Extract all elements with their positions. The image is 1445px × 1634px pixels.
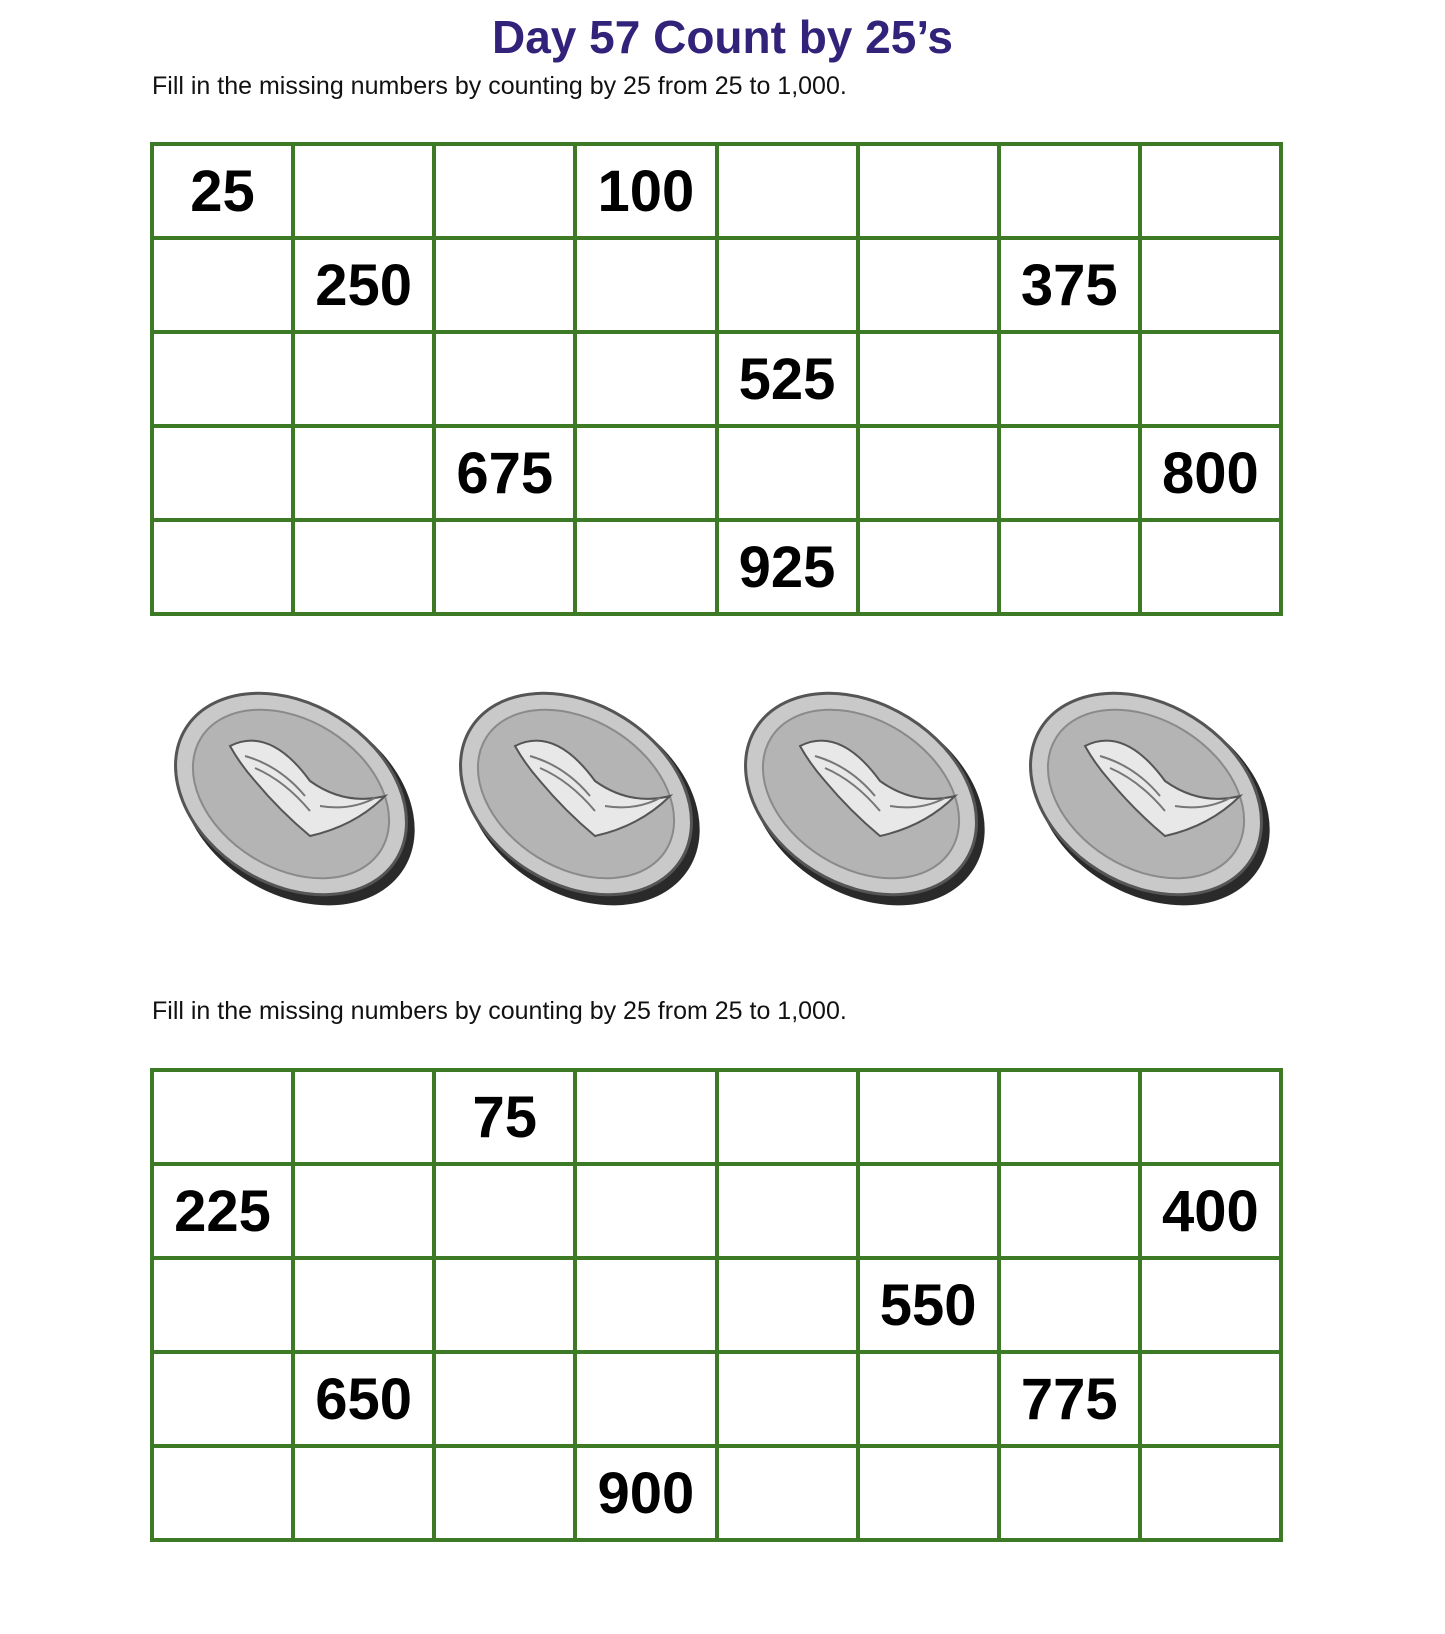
grid-row xyxy=(152,1352,1281,1446)
grid-cell-blank[interactable] xyxy=(575,1352,716,1446)
coin-row xyxy=(160,686,1285,916)
grid-cell-number: 375 xyxy=(999,238,1140,332)
grid-cell-blank[interactable] xyxy=(858,1446,999,1540)
grid-cell-blank[interactable] xyxy=(858,238,999,332)
grid-cell-number: 650 xyxy=(293,1352,434,1446)
grid-cell-blank[interactable] xyxy=(293,332,434,426)
grid-cell-blank[interactable] xyxy=(152,520,293,614)
grid-row xyxy=(152,1446,1281,1540)
grid-cell-blank[interactable] xyxy=(717,1070,858,1164)
grid-cell-blank[interactable] xyxy=(717,1164,858,1258)
grid-row xyxy=(152,1258,1281,1352)
grid-cell-blank[interactable] xyxy=(575,426,716,520)
quarter-coin-icon xyxy=(1015,686,1285,916)
instruction-text-2: Fill in the missing numbers by counting by 25 from 25 to 1,000. xyxy=(152,997,847,1025)
grid-cell-blank[interactable] xyxy=(434,332,575,426)
grid-cell-blank[interactable] xyxy=(575,332,716,426)
grid-cell-blank[interactable] xyxy=(858,520,999,614)
grid-cell-blank[interactable] xyxy=(858,1352,999,1446)
grid-cell-number: 225 xyxy=(152,1164,293,1258)
grid-row xyxy=(152,1164,1281,1258)
grid-cell-number: 250 xyxy=(293,238,434,332)
grid-cell-blank[interactable] xyxy=(575,1164,716,1258)
grid-cell-blank[interactable] xyxy=(858,1070,999,1164)
number-grid-1 xyxy=(150,142,1283,616)
grid-cell-blank[interactable] xyxy=(152,426,293,520)
grid-cell-blank[interactable] xyxy=(858,332,999,426)
grid-cell-number: 400 xyxy=(1140,1164,1281,1258)
grid-cell-blank[interactable] xyxy=(717,1352,858,1446)
grid-row xyxy=(152,332,1281,426)
grid-cell-blank[interactable] xyxy=(999,426,1140,520)
grid-cell-blank[interactable] xyxy=(434,1164,575,1258)
grid-cell-blank[interactable] xyxy=(717,1446,858,1540)
grid-cell-blank[interactable] xyxy=(1140,1446,1281,1540)
grid-cell-blank[interactable] xyxy=(152,1070,293,1164)
grid-cell-blank[interactable] xyxy=(1140,1258,1281,1352)
grid-cell-number: 75 xyxy=(434,1070,575,1164)
grid-cell-number: 100 xyxy=(575,144,716,238)
grid-cell-blank[interactable] xyxy=(999,332,1140,426)
grid-cell-blank[interactable] xyxy=(152,1258,293,1352)
grid-cell-blank[interactable] xyxy=(999,144,1140,238)
grid-cell-blank[interactable] xyxy=(152,1352,293,1446)
grid-cell-blank[interactable] xyxy=(717,426,858,520)
grid-cell-number: 775 xyxy=(999,1352,1140,1446)
grid-cell-number: 25 xyxy=(152,144,293,238)
grid-cell-blank[interactable] xyxy=(152,1446,293,1540)
quarter-coin-icon xyxy=(445,686,715,916)
grid-row xyxy=(152,1070,1281,1164)
grid-cell-blank[interactable] xyxy=(1140,520,1281,614)
grid-cell-blank[interactable] xyxy=(858,426,999,520)
instruction-text-1: Fill in the missing numbers by counting by 25 from 25 to 1,000. xyxy=(152,72,847,100)
grid-row xyxy=(152,238,1281,332)
number-grid-2 xyxy=(150,1068,1283,1542)
grid-cell-blank[interactable] xyxy=(434,1446,575,1540)
grid-cell-number: 925 xyxy=(717,520,858,614)
quarter-coin-icon xyxy=(730,686,1000,916)
grid-cell-blank[interactable] xyxy=(858,1164,999,1258)
grid-cell-blank[interactable] xyxy=(858,144,999,238)
grid-cell-number: 675 xyxy=(434,426,575,520)
grid-cell-blank[interactable] xyxy=(717,1258,858,1352)
page-title: Day 57 Count by 25’s xyxy=(491,11,953,63)
grid-cell-blank[interactable] xyxy=(999,520,1140,614)
grid-cell-number: 525 xyxy=(717,332,858,426)
grid-cell-blank[interactable] xyxy=(1140,1352,1281,1446)
grid-row xyxy=(152,426,1281,520)
grid-cell-blank[interactable] xyxy=(293,144,434,238)
grid-cell-blank[interactable] xyxy=(293,1164,434,1258)
grid-row xyxy=(152,520,1281,614)
grid-cell-blank[interactable] xyxy=(717,144,858,238)
quarter-coin-icon xyxy=(160,686,430,916)
grid-cell-blank[interactable] xyxy=(293,1446,434,1540)
grid-cell-blank[interactable] xyxy=(434,520,575,614)
grid-cell-blank[interactable] xyxy=(434,1258,575,1352)
grid-cell-blank[interactable] xyxy=(434,238,575,332)
grid-cell-blank[interactable] xyxy=(1140,144,1281,238)
grid-cell-blank[interactable] xyxy=(1140,1070,1281,1164)
grid-cell-blank[interactable] xyxy=(152,238,293,332)
grid-cell-blank[interactable] xyxy=(434,1352,575,1446)
grid-cell-blank[interactable] xyxy=(999,1164,1140,1258)
grid-cell-blank[interactable] xyxy=(717,238,858,332)
grid-cell-blank[interactable] xyxy=(293,520,434,614)
grid-cell-number: 900 xyxy=(575,1446,716,1540)
grid-cell-blank[interactable] xyxy=(999,1446,1140,1540)
grid-cell-blank[interactable] xyxy=(293,1258,434,1352)
grid-cell-blank[interactable] xyxy=(575,238,716,332)
grid-cell-blank[interactable] xyxy=(575,1258,716,1352)
grid-cell-blank[interactable] xyxy=(575,520,716,614)
grid-cell-blank[interactable] xyxy=(575,1070,716,1164)
grid-cell-blank[interactable] xyxy=(293,426,434,520)
grid-cell-blank[interactable] xyxy=(1140,332,1281,426)
grid-cell-blank[interactable] xyxy=(152,332,293,426)
grid-row xyxy=(152,144,1281,238)
grid-cell-number: 550 xyxy=(858,1258,999,1352)
grid-cell-number: 800 xyxy=(1140,426,1281,520)
grid-cell-blank[interactable] xyxy=(999,1070,1140,1164)
grid-cell-blank[interactable] xyxy=(293,1070,434,1164)
grid-cell-blank[interactable] xyxy=(1140,238,1281,332)
grid-cell-blank[interactable] xyxy=(999,1258,1140,1352)
grid-cell-blank[interactable] xyxy=(434,144,575,238)
